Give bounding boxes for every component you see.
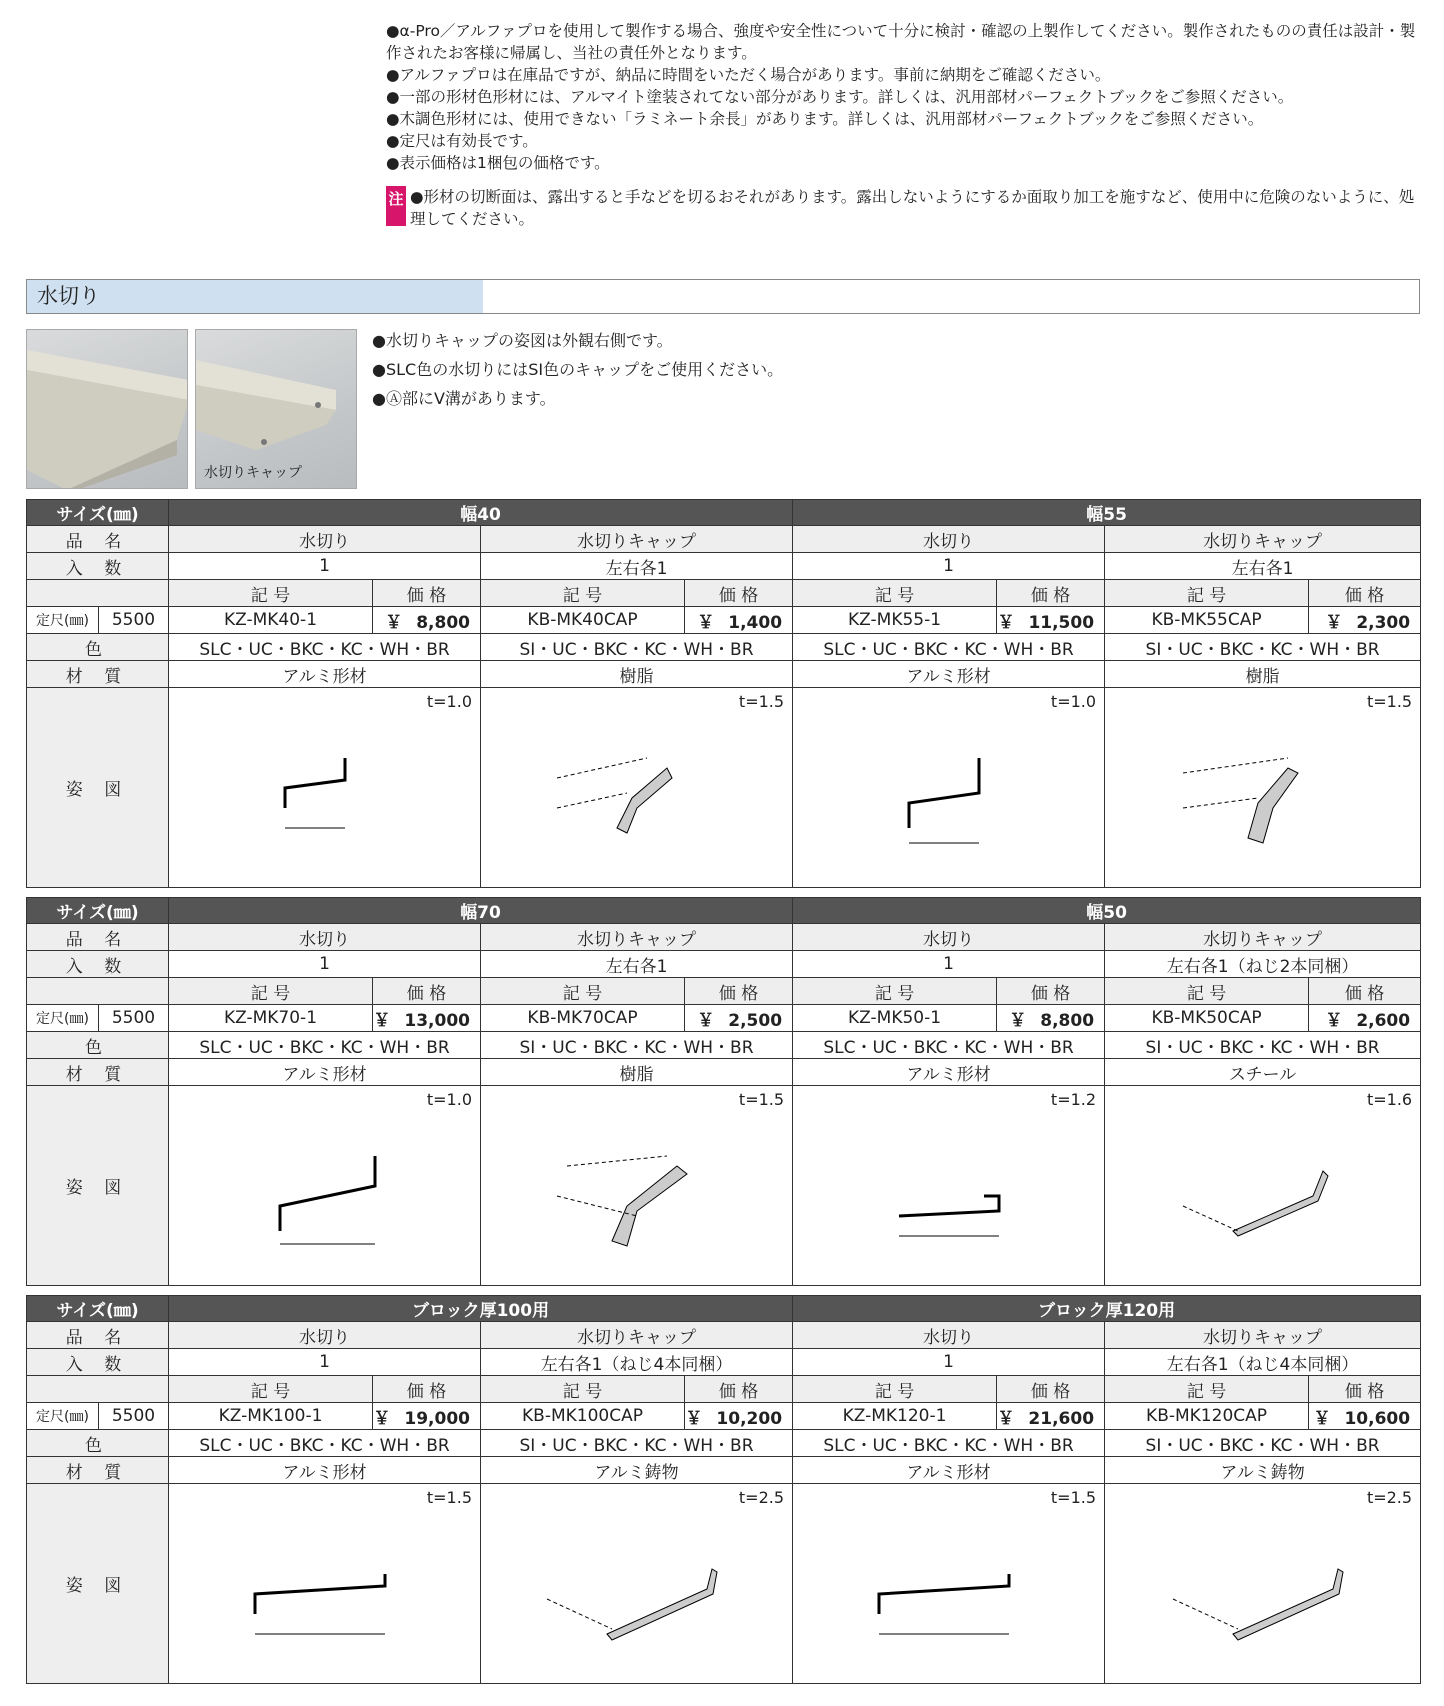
product-name: 水切りキャップ xyxy=(1105,924,1421,951)
cap-drawing-icon xyxy=(1163,1514,1363,1654)
figure-cell xyxy=(793,1086,1105,1286)
price-header: 価 格 xyxy=(997,1376,1105,1403)
product-color: SLC・UC・BKC・KC・WH・BR xyxy=(169,1032,481,1059)
spec-table-1 xyxy=(26,499,1421,888)
product-color: SLC・UC・BKC・KC・WH・BR xyxy=(793,1032,1105,1059)
yen-sign: ￥ xyxy=(1325,612,1343,633)
profile-drawing-icon xyxy=(225,1116,425,1256)
product-code: KZ-MK70-1 xyxy=(169,1005,373,1032)
price-header: 価 格 xyxy=(373,978,481,1005)
price-header: 価 格 xyxy=(1309,978,1421,1005)
product-material: アルミ形材 xyxy=(793,1457,1105,1484)
product-qty: 1 xyxy=(169,951,481,978)
yen-sign: ￥ xyxy=(1009,1010,1027,1031)
product-name: 水切りキャップ xyxy=(481,1322,793,1349)
price-value: 19,000 xyxy=(404,1408,470,1429)
thickness: t=1.5 xyxy=(738,1090,785,1109)
qty-label: 入 数 xyxy=(27,553,169,580)
price-value: 2,500 xyxy=(728,1010,783,1031)
note-6: ●表示価格は1梱包の価格です。 xyxy=(386,154,610,172)
figure-cell xyxy=(481,1484,793,1684)
photo-caption: 水切りキャップ xyxy=(204,465,302,481)
product-code: KZ-MK55-1 xyxy=(793,607,997,634)
teishaku-label: 定尺(㎜) xyxy=(27,1005,99,1032)
figure-cell xyxy=(481,688,793,888)
name-label: 品 名 xyxy=(27,924,169,951)
figure-cell xyxy=(481,1086,793,1286)
spec-table-3 xyxy=(26,1295,1421,1684)
product-material: アルミ形材 xyxy=(169,661,481,688)
group-title: ブロック厚120用 xyxy=(793,1296,1421,1322)
product-color: SI・UC・BKC・KC・WH・BR xyxy=(1105,1430,1421,1457)
profile-drawing-icon xyxy=(225,1514,425,1654)
product-price xyxy=(685,607,793,634)
code-header: 記 号 xyxy=(169,580,373,607)
price-value: 10,200 xyxy=(716,1408,783,1429)
product-name: 水切り xyxy=(793,924,1105,951)
caution xyxy=(386,186,1426,230)
product-color: SI・UC・BKC・KC・WH・BR xyxy=(481,1430,793,1457)
code-header: 記 号 xyxy=(793,580,997,607)
qty-label: 入 数 xyxy=(27,951,169,978)
product-name: 水切りキャップ xyxy=(481,924,793,951)
length-value: 5500 xyxy=(99,607,169,634)
product-code: KB-MK40CAP xyxy=(481,607,685,634)
length-value: 5500 xyxy=(99,1005,169,1032)
product-material: スチール xyxy=(1105,1059,1421,1086)
water-drip-photo-icon xyxy=(27,330,188,489)
code-header: 記 号 xyxy=(481,978,685,1005)
product-color: SI・UC・BKC・KC・WH・BR xyxy=(481,634,793,661)
group-title: 幅40 xyxy=(169,500,793,526)
code-header: 記 号 xyxy=(169,978,373,1005)
figure-label: 姿 図 xyxy=(27,688,169,888)
product-photo-water-drip xyxy=(26,329,188,489)
yen-sign: ￥ xyxy=(373,1010,391,1031)
code-header: 記 号 xyxy=(793,978,997,1005)
product-qty: 左右各1（ねじ4本同梱） xyxy=(481,1349,793,1376)
thickness: t=1.0 xyxy=(1050,692,1097,711)
profile-drawing-icon xyxy=(225,718,425,858)
caution-mark: 注 xyxy=(386,186,406,226)
blank-diagonal-cell xyxy=(27,580,169,607)
price-header: 価 格 xyxy=(685,1376,793,1403)
length-value: 5500 xyxy=(99,1403,169,1430)
price-header: 価 格 xyxy=(1309,580,1421,607)
price-value: 2,300 xyxy=(1356,612,1411,633)
note-1: ●α-Pro／アルファプロを使用して製作する場合、強度や安全性について十分に検討・確認の上製作してください。製作されたものの責任は設計・製作されたお客様に帰属し、当社の責任外となります。 xyxy=(386,22,1416,62)
name-label: 品 名 xyxy=(27,526,169,553)
price-header: 価 格 xyxy=(997,580,1105,607)
product-color: SI・UC・BKC・KC・WH・BR xyxy=(1105,1032,1421,1059)
price-value: 11,500 xyxy=(1028,612,1095,633)
product-color: SI・UC・BKC・KC・WH・BR xyxy=(1105,634,1421,661)
product-price xyxy=(685,1403,793,1430)
material-label: 材 質 xyxy=(27,1457,169,1484)
product-code: KB-MK50CAP xyxy=(1105,1005,1309,1032)
code-header: 記 号 xyxy=(1105,1376,1309,1403)
product-code: KZ-MK50-1 xyxy=(793,1005,997,1032)
yen-sign: ￥ xyxy=(1313,1408,1331,1429)
figure-cell xyxy=(169,1484,481,1684)
price-header: 価 格 xyxy=(997,978,1105,1005)
code-header: 記 号 xyxy=(169,1376,373,1403)
product-qty: 1 xyxy=(793,951,1105,978)
product-material: アルミ形材 xyxy=(793,1059,1105,1086)
yen-sign: ￥ xyxy=(997,612,1015,633)
figure-cell xyxy=(169,1086,481,1286)
price-value: 2,600 xyxy=(1356,1010,1411,1031)
product-name: 水切り xyxy=(793,1322,1105,1349)
side-note-1: ●水切りキャップの姿図は外観右側です。 xyxy=(372,331,673,350)
thickness: t=1.5 xyxy=(738,692,785,711)
cap-drawing-icon xyxy=(537,1116,737,1256)
teishaku-label: 定尺(㎜) xyxy=(27,607,99,634)
note-3: ●一部の形材色形材には、アルマイト塗装されてない部分があります。詳しくは、汎用部材パーフェクトブックをご参照ください。 xyxy=(386,88,1294,106)
price-header: 価 格 xyxy=(373,580,481,607)
product-price xyxy=(373,1403,481,1430)
blank-diagonal-cell xyxy=(27,978,169,1005)
thickness: t=1.0 xyxy=(426,692,472,711)
profile-drawing-icon xyxy=(849,1514,1049,1654)
size-label: サイズ(㎜) xyxy=(27,898,169,924)
product-photo-cap xyxy=(195,329,357,489)
product-name: 水切りキャップ xyxy=(1105,526,1421,553)
thickness: t=2.5 xyxy=(1366,1488,1413,1507)
cap-drawing-icon xyxy=(537,718,737,858)
product-qty: 1 xyxy=(169,1349,481,1376)
side-note-2: ●SLC色の水切りにはSI色のキャップをご使用ください。 xyxy=(372,360,784,379)
product-code: KZ-MK100-1 xyxy=(169,1403,373,1430)
product-name: 水切りキャップ xyxy=(1105,1322,1421,1349)
product-price xyxy=(997,1403,1105,1430)
product-qty: 左右各1 xyxy=(1105,553,1421,580)
product-color: SLC・UC・BKC・KC・WH・BR xyxy=(793,1430,1105,1457)
figure-cell xyxy=(1105,1086,1421,1286)
code-header: 記 号 xyxy=(793,1376,997,1403)
price-value: 1,400 xyxy=(728,612,783,633)
group-title: 幅55 xyxy=(793,500,1421,526)
price-header: 価 格 xyxy=(1309,1376,1421,1403)
thickness: t=2.5 xyxy=(738,1488,785,1507)
product-qty: 1 xyxy=(793,553,1105,580)
product-qty: 左右各1 xyxy=(481,951,793,978)
product-material: アルミ形材 xyxy=(793,661,1105,688)
product-code: KB-MK100CAP xyxy=(481,1403,685,1430)
thickness: t=1.6 xyxy=(1366,1090,1413,1109)
size-label: サイズ(㎜) xyxy=(27,500,169,526)
product-material: アルミ鋳物 xyxy=(481,1457,793,1484)
yen-sign: ￥ xyxy=(385,612,403,633)
product-material: アルミ鋳物 xyxy=(1105,1457,1421,1484)
price-value: 21,600 xyxy=(1028,1408,1095,1429)
product-name: 水切り xyxy=(169,1322,481,1349)
material-label: 材 質 xyxy=(27,661,169,688)
product-color: SLC・UC・BKC・KC・WH・BR xyxy=(169,1430,481,1457)
product-name: 水切り xyxy=(793,526,1105,553)
product-code: KB-MK70CAP xyxy=(481,1005,685,1032)
note-5: ●定尺は有効長です。 xyxy=(386,132,538,150)
cap-drawing-icon xyxy=(1163,718,1363,858)
product-color: SLC・UC・BKC・KC・WH・BR xyxy=(169,634,481,661)
section-title: 水切り xyxy=(27,280,483,313)
product-qty: 左右各1（ねじ2本同梱） xyxy=(1105,951,1421,978)
profile-drawing-icon xyxy=(849,1116,1049,1256)
size-label: サイズ(㎜) xyxy=(27,1296,169,1322)
profile-drawing-icon xyxy=(849,718,1049,858)
color-label: 色 xyxy=(27,1032,169,1059)
product-code: KB-MK120CAP xyxy=(1105,1403,1309,1430)
figure-cell xyxy=(169,688,481,888)
thickness: t=1.2 xyxy=(1050,1090,1097,1109)
product-material: 樹脂 xyxy=(1105,661,1421,688)
price-header: 価 格 xyxy=(685,580,793,607)
blank-diagonal-cell xyxy=(27,1376,169,1403)
figure-cell xyxy=(793,688,1105,888)
code-header: 記 号 xyxy=(1105,978,1309,1005)
thickness: t=1.5 xyxy=(426,1488,472,1507)
note-2: ●アルファプロは在庫品ですが、納品に時間をいただく場合があります。事前に納期をご確認ください。 xyxy=(386,66,1111,84)
product-name: 水切りキャップ xyxy=(481,526,793,553)
cap-drawing-icon xyxy=(1163,1116,1363,1256)
thickness: t=1.0 xyxy=(426,1090,472,1109)
product-material: 樹脂 xyxy=(481,1059,793,1086)
product-material: 樹脂 xyxy=(481,661,793,688)
product-code: KB-MK55CAP xyxy=(1105,607,1309,634)
yen-sign: ￥ xyxy=(373,1408,391,1429)
teishaku-label: 定尺(㎜) xyxy=(27,1403,99,1430)
price-header: 価 格 xyxy=(373,1376,481,1403)
yen-sign: ￥ xyxy=(685,1408,703,1429)
price-header: 価 格 xyxy=(685,978,793,1005)
yen-sign: ￥ xyxy=(1325,1010,1343,1031)
section-header xyxy=(26,279,1420,314)
product-material: アルミ形材 xyxy=(169,1457,481,1484)
cap-drawing-icon xyxy=(537,1514,737,1654)
note-4: ●木調色形材には、使用できない「ラミネート余長」があります。詳しくは、汎用部材パーフェクトブックをご参照ください。 xyxy=(386,110,1264,128)
product-price xyxy=(685,1005,793,1032)
code-header: 記 号 xyxy=(481,1376,685,1403)
group-title: 幅50 xyxy=(793,898,1421,924)
figure-label: 姿 図 xyxy=(27,1484,169,1684)
product-qty: 左右各1 xyxy=(481,553,793,580)
notes xyxy=(386,20,1426,174)
product-color: SLC・UC・BKC・KC・WH・BR xyxy=(793,634,1105,661)
product-price xyxy=(997,607,1105,634)
thickness: t=1.5 xyxy=(1050,1488,1097,1507)
caution-text: ●形材の切断面は、露出すると手などを切るおそれがあります。露出しないようにするか面取り加工を施すなど、使用中に危険のないように、処理してください。 xyxy=(410,188,1415,228)
product-price xyxy=(1309,1403,1421,1430)
price-value: 8,800 xyxy=(416,612,470,633)
product-name: 水切り xyxy=(169,924,481,951)
product-price xyxy=(997,1005,1105,1032)
group-title: 幅70 xyxy=(169,898,793,924)
product-code: KZ-MK120-1 xyxy=(793,1403,997,1430)
product-price xyxy=(373,607,481,634)
figure-label: 姿 図 xyxy=(27,1086,169,1286)
product-name: 水切り xyxy=(169,526,481,553)
product-material: アルミ形材 xyxy=(169,1059,481,1086)
yen-sign: ￥ xyxy=(997,1408,1015,1429)
color-label: 色 xyxy=(27,634,169,661)
qty-label: 入 数 xyxy=(27,1349,169,1376)
material-label: 材 質 xyxy=(27,1059,169,1086)
product-price xyxy=(1309,607,1421,634)
spec-table-2 xyxy=(26,897,1421,1286)
price-value: 10,600 xyxy=(1344,1408,1411,1429)
yen-sign: ￥ xyxy=(697,1010,715,1031)
side-notes xyxy=(372,326,783,413)
name-label: 品 名 xyxy=(27,1322,169,1349)
product-color: SI・UC・BKC・KC・WH・BR xyxy=(481,1032,793,1059)
thickness: t=1.5 xyxy=(1366,692,1413,711)
figure-cell xyxy=(793,1484,1105,1684)
price-value: 13,000 xyxy=(404,1010,470,1031)
code-header: 記 号 xyxy=(481,580,685,607)
figure-cell xyxy=(1105,688,1421,888)
product-qty: 1 xyxy=(169,553,481,580)
code-header: 記 号 xyxy=(1105,580,1309,607)
product-code: KZ-MK40-1 xyxy=(169,607,373,634)
yen-sign: ￥ xyxy=(697,612,715,633)
product-qty: 左右各1（ねじ4本同梱） xyxy=(1105,1349,1421,1376)
product-price xyxy=(1309,1005,1421,1032)
figure-cell xyxy=(1105,1484,1421,1684)
product-qty: 1 xyxy=(793,1349,1105,1376)
price-value: 8,800 xyxy=(1040,1010,1095,1031)
product-price xyxy=(373,1005,481,1032)
side-note-3: ●Ⓐ部にV溝があります。 xyxy=(372,389,556,408)
color-label: 色 xyxy=(27,1430,169,1457)
group-title: ブロック厚100用 xyxy=(169,1296,793,1322)
